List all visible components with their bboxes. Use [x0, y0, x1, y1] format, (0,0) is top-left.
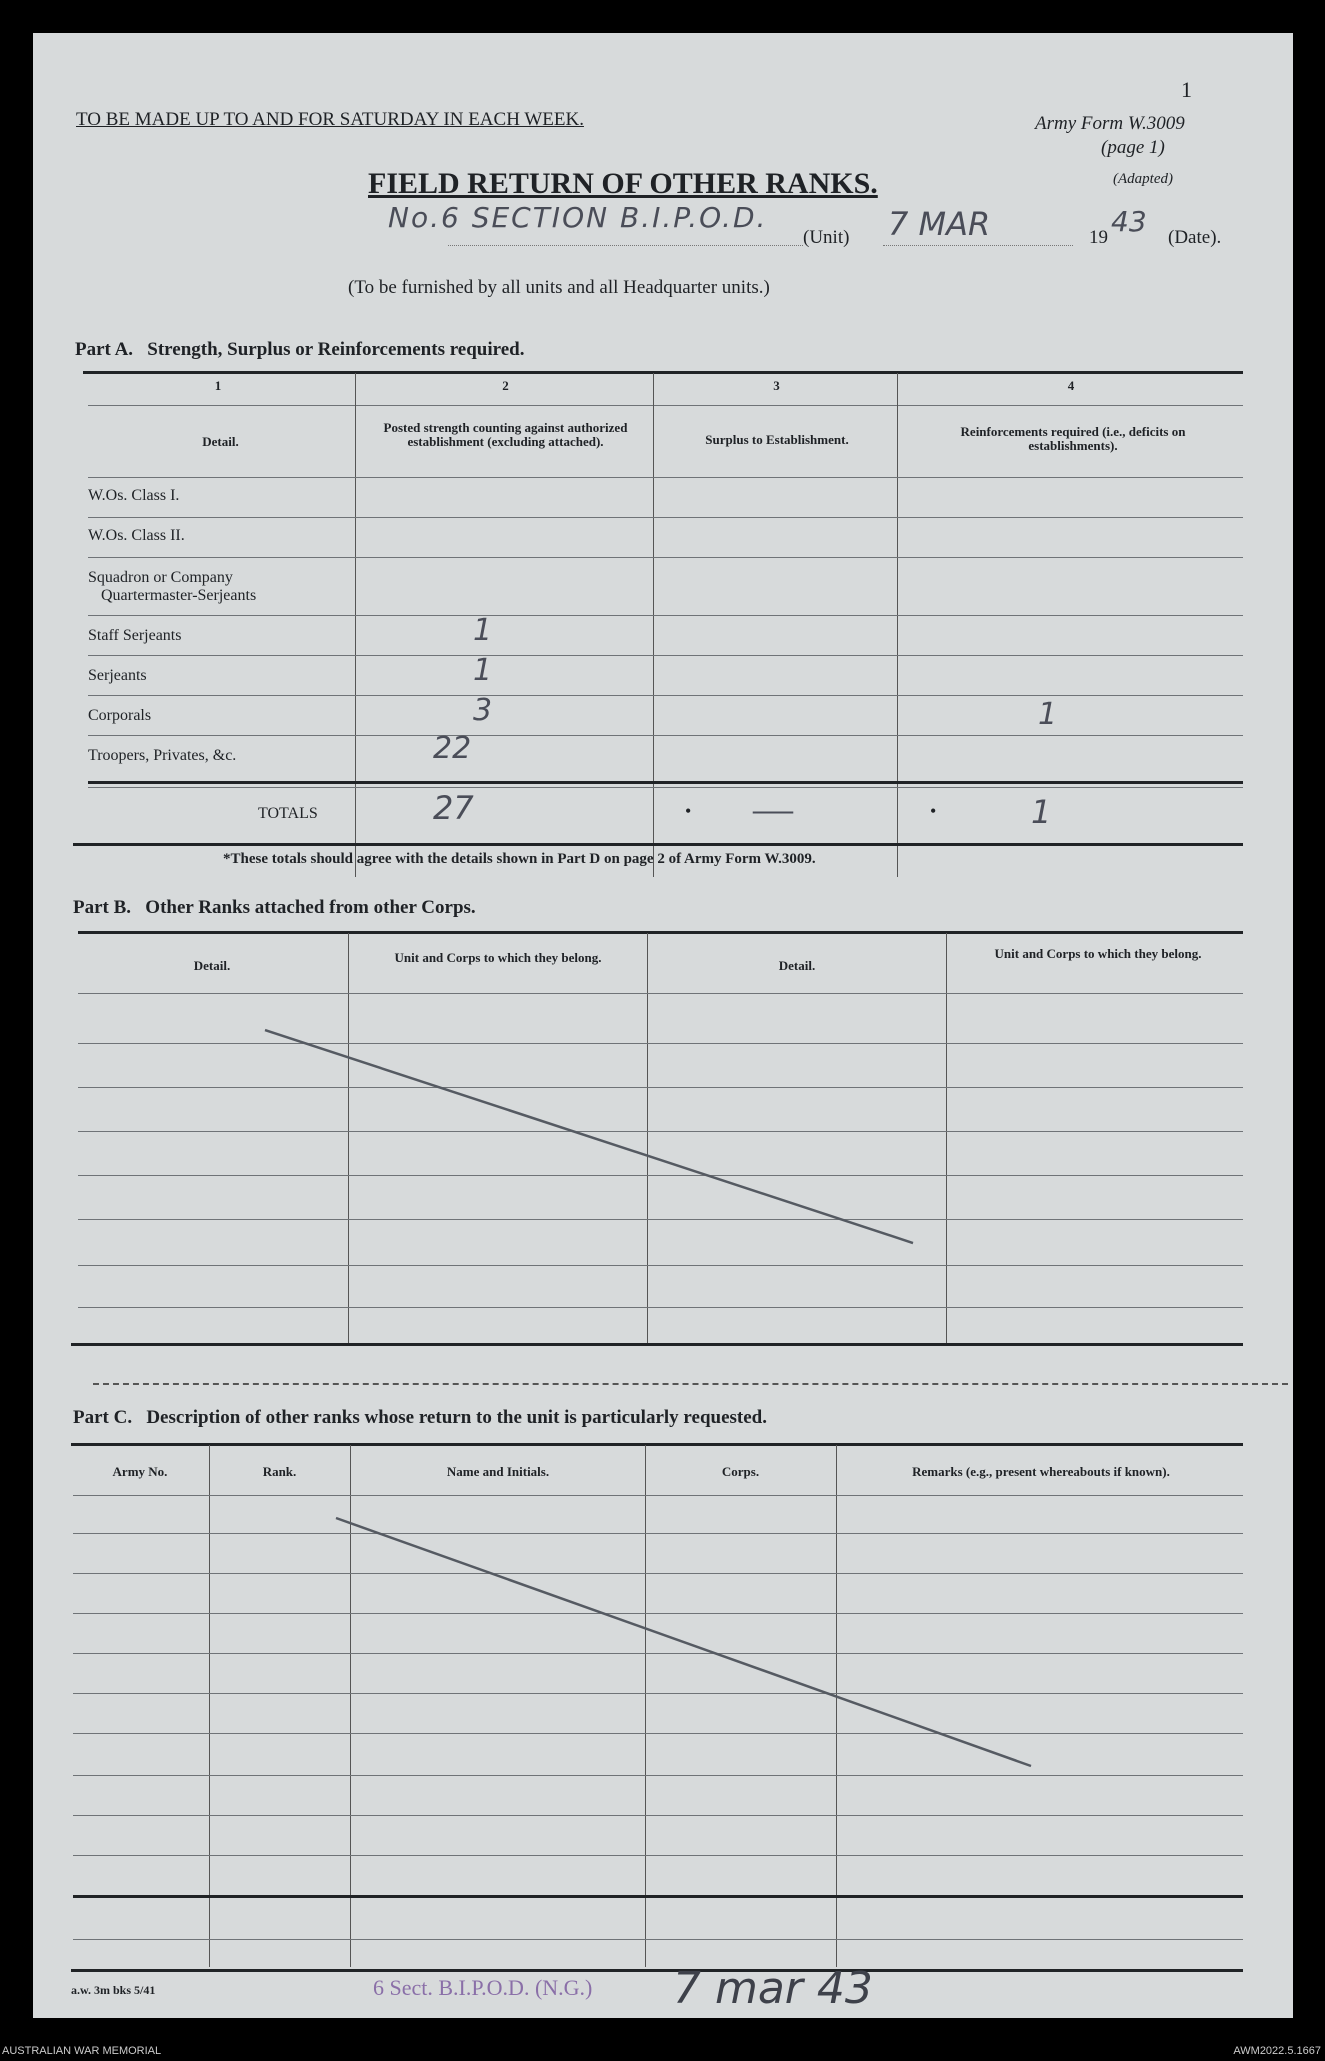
posted-value: 22 [433, 731, 472, 766]
form-subtitle: (To be furnished by all units and all Headquarter units.) [348, 277, 770, 298]
unit-value: No.6 SECTION B.I.P.O.D. [388, 201, 768, 234]
part-b-header-unit-2: Unit and Corps to which they belong. [994, 946, 1202, 961]
form-page: (page 1) [1101, 137, 1165, 158]
handwritten-date: 7 mar 43 [673, 1963, 873, 2014]
part-a-col-number-1: 1 [214, 378, 222, 393]
posted-value: 1 [473, 613, 493, 648]
totals-reinf-asterisk: • [930, 801, 937, 821]
part-a-header-detail: Detail. [202, 434, 239, 449]
row-label: Corporals [88, 707, 152, 724]
part-a-header-reinf: Reinforcements required (i.e., deficits on establishments). [960, 424, 1186, 453]
row-label: W.Os. Class I. [88, 487, 180, 504]
part-b-header-detail-1: Detail. [193, 958, 231, 973]
footer-reference: AWM2022.5.1667 [1233, 2045, 1321, 2057]
posted-value: 3 [473, 693, 493, 728]
row-label: Serjeants [88, 667, 147, 684]
form-sheet [33, 33, 1293, 2018]
part-c-header-name: Name and Initials. [446, 1464, 550, 1479]
form-id: Army Form W.3009 [1035, 113, 1185, 134]
row-label: Troopers, Privates, &c. [88, 747, 237, 764]
row-label-cont: Quartermaster-Serjeants [101, 587, 257, 604]
totals-label: TOTALS [258, 805, 318, 822]
part-b-strike-line [265, 1030, 913, 1243]
footer-credit: AUSTRALIAN WAR MEMORIAL [2, 2045, 162, 2057]
form-title: FIELD RETURN OF OTHER RANKS. [368, 167, 878, 200]
totals-posted: 27 [433, 789, 474, 827]
row-label: Staff Serjeants [88, 627, 182, 644]
part-a-header-posted: Posted strength counting against authorized establishment (excluding attached). [383, 420, 628, 449]
part-a-header-surplus: Surplus to Establishment. [705, 432, 849, 447]
date-value: 7 MAR [888, 205, 991, 243]
year-prefix: 19 [1089, 227, 1108, 248]
part-a-heading: Part A. Strength, Surplus or Reinforcements required. [75, 339, 525, 360]
part-b-header-unit-1: Unit and Corps to which they belong. [394, 950, 602, 965]
totals-surplus-asterisk: • [685, 801, 692, 821]
strike-lines [33, 33, 1293, 2018]
part-b-heading: Part B. Other Ranks attached from other Corps. [73, 897, 476, 918]
part-c-header-rank: Rank. [262, 1464, 297, 1479]
unit-stamp: 6 Sect. B.I.P.O.D. (N.G.) [373, 1975, 593, 2000]
page-number: 1 [1181, 77, 1192, 102]
reinf-value: 1 [1038, 697, 1058, 732]
totals-note: *These totals should agree with the details shown in Part D on page 2 of Army Form W.3009. [223, 851, 816, 867]
unit-label: (Unit) [803, 227, 850, 248]
part-c-header-army-no: Army No. [112, 1464, 168, 1479]
part-c-header-remarks: Remarks (e.g., present whereabouts if known). [912, 1464, 1170, 1479]
totals-surplus: — [753, 786, 793, 831]
part-b-header-detail-2: Detail. [778, 958, 816, 973]
print-code: a.w. 3m bks 5/41 [71, 1983, 156, 1997]
row-label: W.Os. Class II. [88, 527, 185, 544]
part-a-col-number-2: 2 [502, 378, 509, 393]
date-label: (Date). [1168, 227, 1222, 248]
row-label: Squadron or Company [88, 569, 233, 586]
posted-value: 1 [473, 653, 493, 688]
part-c-strike-line [336, 1518, 1031, 1766]
part-c-heading: Part C. Description of other ranks whose return to the unit is particularly requested. [73, 1407, 767, 1428]
form-adapted: (Adapted) [1113, 171, 1173, 187]
part-a-col-number-3: 3 [773, 378, 780, 393]
year-value: 43 [1111, 205, 1147, 238]
instruction-text: TO BE MADE UP TO AND FOR SATURDAY IN EACH WEEK. [76, 109, 584, 130]
part-c-header-corps: Corps. [721, 1464, 760, 1479]
totals-reinf: 1 [1031, 793, 1052, 831]
part-a-col-number-4: 4 [1067, 378, 1075, 393]
